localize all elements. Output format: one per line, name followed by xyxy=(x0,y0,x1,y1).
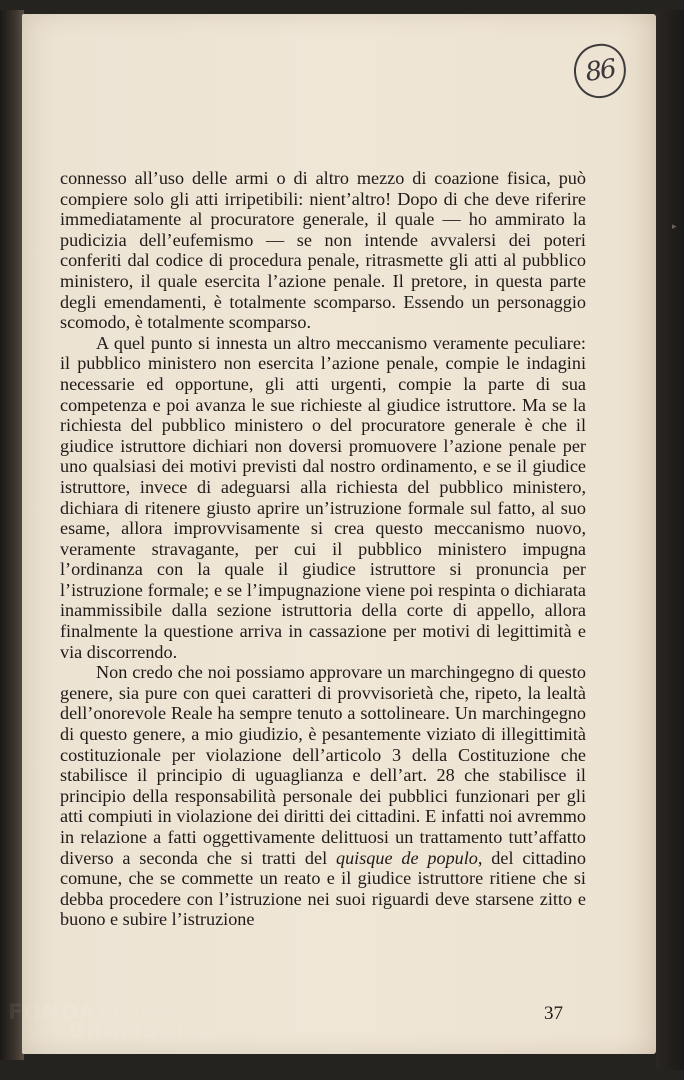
watermark-line-1: FONDAZIONE xyxy=(8,1000,175,1024)
page-edge-shadow xyxy=(656,10,684,1070)
paragraph-3-text-a: Non credo che noi possiamo approvare un marchingegno di questo genere, sia pure con quei caratteri di provvisorietà che, ripeto, la lealtà dell’onorevole Reale ha sempre tenuto a sottolineare. Un marchingegno di questo genere, a mio giudizio, è pesantemente viziato di illegittimità costituzionale per violazione dell’articolo 3 della Costituzione che stabilisce il principio di uguaglianza e dell’art. 28 che stabilisce il principio della responsabilità personale dei pubblici funzionari per gli atti compiuti in violazione dei diritti dei cittadini. E infatti noi avremmo in relazione a fatti oggettivamente delittuosi un trattamento tutt’affatto diverso a seconda che si tratti del xyxy=(60,662,586,868)
book-gutter xyxy=(0,10,24,1060)
paragraph-3-text-b: , del cittadino comune, che se commette un reato e il giudice istruttore ritiene che si debba procedere con l’istruzione nei suoi riguardi deve starsene zitto e buono e subire l’istruzione xyxy=(60,847,586,930)
body-text xyxy=(60,168,586,930)
watermark-line-2: GRAMSCI xyxy=(68,1019,184,1043)
paragraph-1: connesso all’uso delle armi o di altro mezzo di coazione fisica, può compiere solo gli atti irripetibili: nient’altro! Dopo di che deve riferire immediatamente al procuratore generale, il quale — ho ammirato la pudicizia dell’eufemismo — se non intende avvalersi dei poteri conferiti dal codice di procedura penale, ritrasmette gli atti al pubblico ministero, il quale esercita l’azione penale. Il pretore, in questa parte degli emendamenti, è totalmente scomparso. Essendo un personaggio scomodo, è totalmente scomparso. xyxy=(60,168,586,333)
paragraph-2: A quel punto si innesta un altro meccanismo veramente peculiare: il pubblico ministero non esercita l’azione penale, compie le indagini necessarie ed opportune, gli atti urgenti, compie la parte di sua competenza e poi avanza le sue richieste al giudice istruttore. Ma se la richiesta del pubblico ministero o del procuratore generale è che il giudice istruttore dichiari non doversi promuovere l’azione penale per uno qualsiasi dei motivi previsti dal nostro ordinamento, e se il giudice istruttore, invece di adeguarsi alla richiesta del pubblico ministero, dichiara di ritenere giusto aprire un’istruzione formale sul fatto, al suo esame, allora improvvisamente si crea questo meccanismo nuovo, veramente stravagante, per cui il pubblico ministero impugna l’ordinanza con la quale il giudice istruttore si pronuncia per l’istruzione formale; e se l’impugnazione viene poi respinta o dichiarata inammissibile dalla sezione istruttoria della corte di appello, allora finalmente la questione arriva in cassazione per motivi di legittimità e via discorrendo. xyxy=(60,332,586,662)
watermark-suffix: onlus xyxy=(189,1031,215,1041)
paragraph-3 xyxy=(60,662,586,930)
page-number: 37 xyxy=(544,1003,563,1024)
latin-phrase: quisque de populo xyxy=(335,847,478,868)
page-marker-icon: ▸ xyxy=(672,222,677,232)
folio-number: 86 xyxy=(583,54,617,88)
archive-watermark-logo xyxy=(8,1000,215,1046)
